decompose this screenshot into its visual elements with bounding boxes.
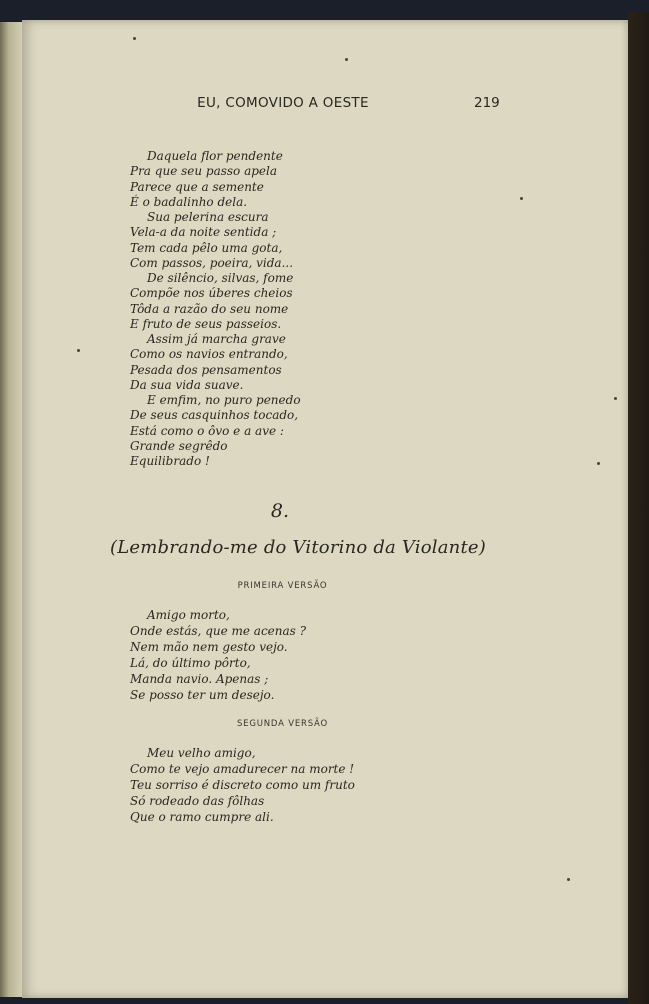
section-number: 8.: [270, 500, 290, 522]
poem-line: De seus casquinhos tocado,: [130, 408, 299, 423]
poem-line: Sua pelerina escura: [147, 210, 269, 224]
first-version-poem: [130, 607, 380, 703]
poem-line: Pra que seu passo apela: [130, 164, 278, 179]
poem-line: Com passos, poeira, vida...: [130, 255, 294, 270]
poem-line: Está como o ôvo e a ave :: [130, 423, 284, 438]
poem-line: Meu velho amigo,: [147, 746, 256, 760]
poem-line: Equilibrado !: [130, 454, 210, 468]
paper-speck: [133, 37, 136, 40]
paper-speck: [614, 397, 617, 400]
poem-line: Como te vejo amadurecer na morte !: [130, 762, 355, 776]
poem-line: Vela-a da noite sentida ;: [130, 225, 277, 240]
poem-line: Parece que a semente: [130, 179, 264, 194]
poem-line: Compõe nos úberes cheios: [130, 286, 293, 301]
paper-speck: [520, 197, 523, 200]
poem-line: Como os navios entrando,: [130, 347, 288, 362]
poem-line: Grande segrêdo: [130, 438, 228, 453]
book-cover-edge: [628, 12, 649, 1004]
poem-line: É o badalinho dela.: [130, 194, 248, 209]
previous-page-edge: [0, 22, 22, 997]
paper-speck: [345, 58, 348, 61]
poem-line: E fruto de seus passeios.: [130, 316, 282, 331]
paper-speck: [597, 462, 600, 465]
second-version-label: SEGUNDA VERSÃO: [236, 719, 329, 729]
second-version-poem: [130, 745, 380, 825]
poem-line: Nem mão nem gesto vejo.: [130, 640, 288, 654]
poem-line: Só rodeado das fôlhas: [130, 794, 265, 808]
poem-line: Assim já marcha grave: [147, 332, 286, 346]
section-title: (Lembrando-me do Vitorino da Violante): [110, 537, 486, 558]
poem-line: Pesada dos pensamentos: [130, 362, 282, 377]
page-number: 219: [474, 95, 500, 111]
first-version-label: PRIMEIRA VERSÃO: [237, 581, 328, 591]
poem-continuation: [130, 149, 380, 469]
poem-line: Daquela flor pendente: [147, 149, 283, 163]
poem-line: Se posso ter um desejo.: [130, 688, 275, 702]
poem-line: Que o ramo cumpre ali.: [130, 810, 274, 824]
paper-speck: [77, 349, 80, 352]
running-title: EU, COMOVIDO A OESTE: [197, 95, 369, 111]
poem-line: E emfim, no puro penedo: [147, 393, 301, 407]
poem-line: Amigo morto,: [147, 608, 230, 622]
paper-speck: [567, 878, 570, 881]
poem-line: De silêncio, silvas, fome: [147, 271, 294, 285]
poem-line: Tem cada pêlo uma gota,: [130, 240, 283, 255]
poem-line: Onde estás, que me acenas ?: [130, 624, 307, 638]
poem-line: Tôda a razão do seu nome: [130, 301, 289, 316]
poem-line: Da sua vida suave.: [130, 377, 244, 392]
poem-line: Teu sorriso é discreto como um fruto: [130, 778, 355, 792]
poem-line: Lá, do último pôrto,: [130, 656, 251, 670]
poem-line: Manda navio. Apenas ;: [130, 672, 269, 686]
